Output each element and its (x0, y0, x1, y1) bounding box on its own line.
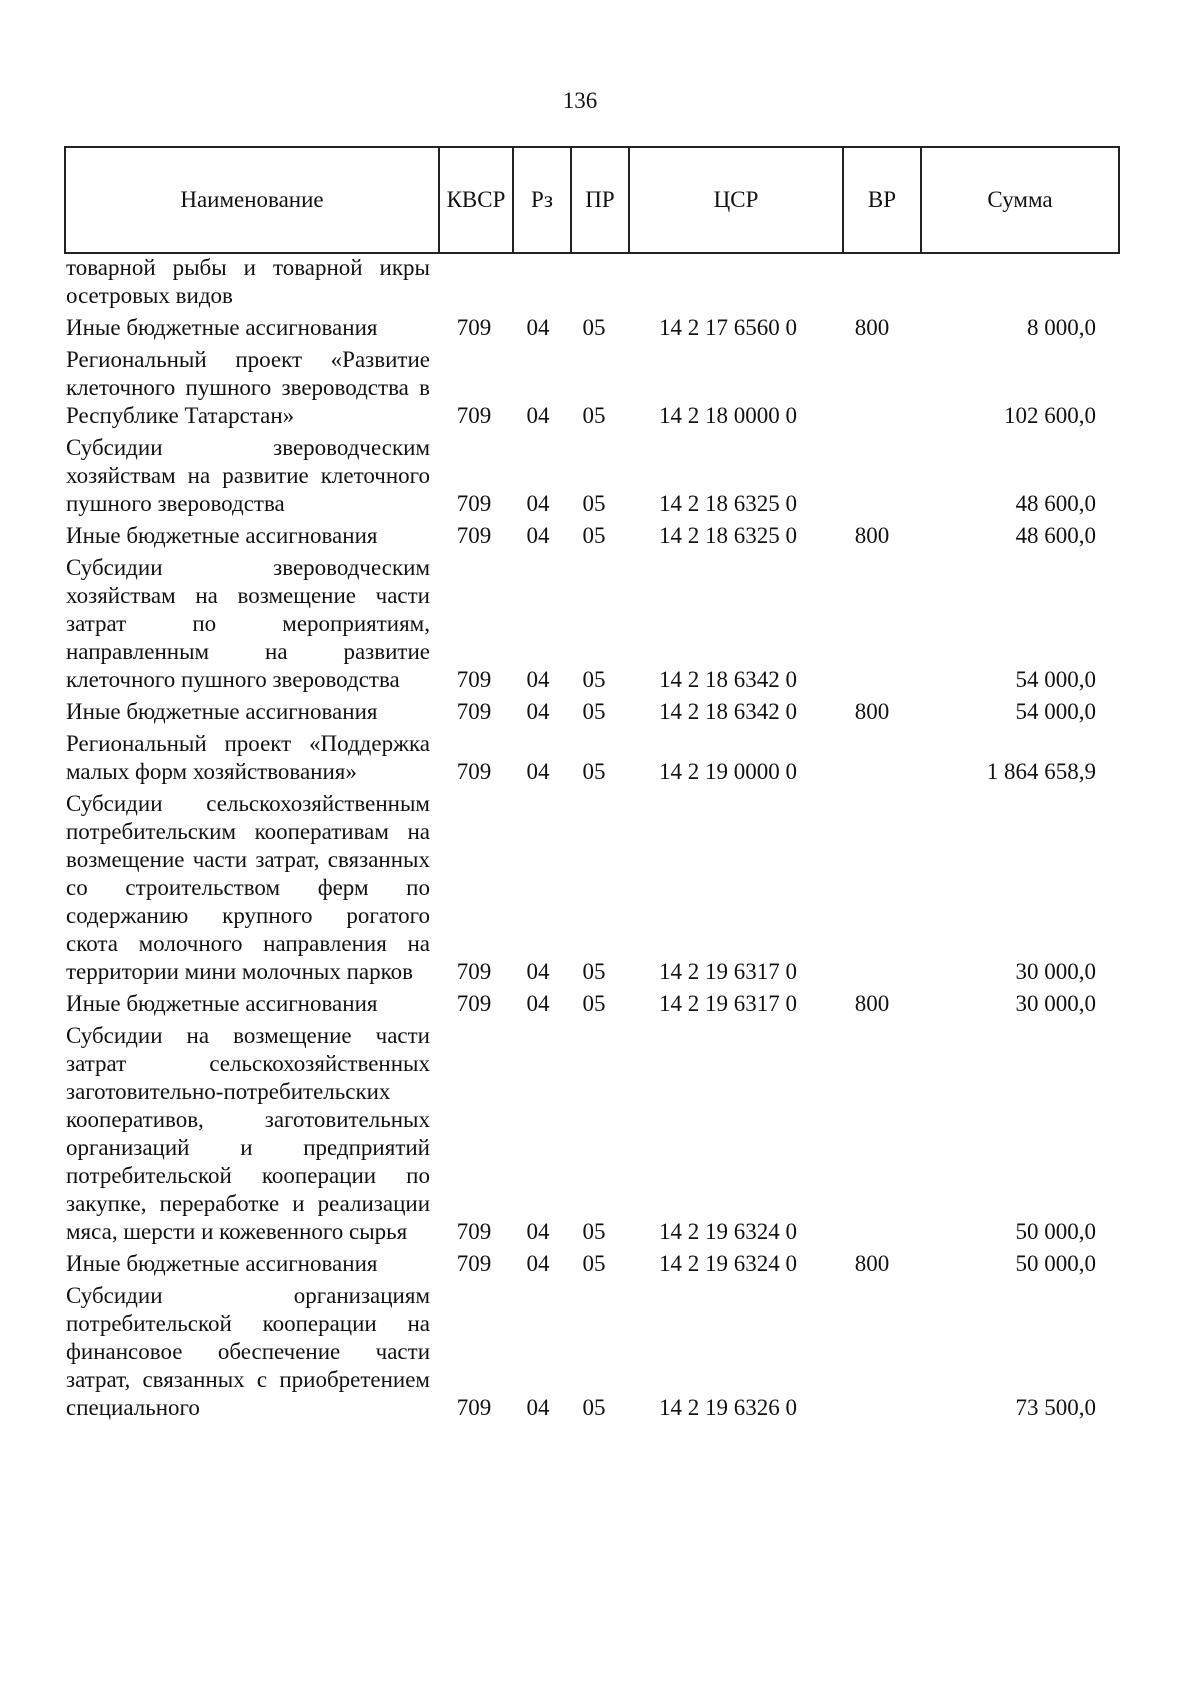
cell-rz: 04 (526, 1395, 550, 1420)
cell-name: Региональный проект «Развитие клеточного пушного звероводства в Республике Татарстан» (66, 347, 430, 428)
header-pr: ПР (571, 147, 629, 253)
cell-pr: 05 (582, 667, 606, 692)
header-vr: ВР (843, 147, 921, 253)
cell-sum: 30 000,0 (1015, 991, 1096, 1016)
cell-kvsr (438, 252, 510, 312)
cell-kvsr: 709 (456, 1251, 492, 1276)
cell-kvsr: 709 (456, 315, 492, 340)
cell-name: Иные бюджетные ассигнования (66, 991, 378, 1016)
table-row (66, 552, 1106, 696)
table-row (66, 520, 1106, 552)
cell-rz: 04 (526, 959, 550, 984)
header-sum: Сумма (921, 147, 1119, 253)
cell-vr (834, 1020, 910, 1248)
table-row (66, 344, 1106, 432)
table-row (66, 788, 1106, 988)
cell-rz: 04 (526, 403, 550, 428)
header-kvsr: КВСР (439, 147, 513, 253)
cell-rz: 04 (526, 699, 550, 724)
cell-rz: 04 (526, 315, 550, 340)
cell-sum: 50 000,0 (1015, 1251, 1096, 1276)
cell-vr (834, 552, 910, 696)
cell-rz: 04 (526, 523, 550, 548)
header-rz: Рз (513, 147, 571, 253)
cell-csr (622, 252, 834, 312)
cell-sum: 48 600,0 (1015, 491, 1096, 516)
cell-csr: 14 2 19 6317 0 (659, 991, 797, 1016)
cell-name: Субсидии звероводческим хозяйствам на возмещение части затрат по мероприятиям, направленным на развитие клеточного пушного звероводства (66, 555, 430, 692)
table-row (66, 312, 1106, 344)
cell-vr: 800 (854, 315, 890, 340)
table-row (66, 728, 1106, 788)
budget-table-body (66, 252, 1106, 1424)
cell-pr: 05 (582, 699, 606, 724)
table-row (66, 696, 1106, 728)
cell-rz: 04 (526, 1251, 550, 1276)
cell-sum: 102 600,0 (1004, 403, 1096, 428)
cell-pr: 05 (582, 315, 606, 340)
cell-rz: 04 (526, 759, 550, 784)
table-row (66, 1280, 1106, 1424)
cell-pr: 05 (582, 1219, 606, 1244)
cell-vr (834, 1280, 910, 1424)
table-row (66, 252, 1106, 312)
cell-vr (834, 728, 910, 788)
cell-csr: 14 2 19 6324 0 (659, 1219, 797, 1244)
cell-rz: 04 (526, 667, 550, 692)
cell-name: Региональный проект «Поддержка малых форм хозяйствования» (66, 731, 430, 784)
cell-vr: 800 (854, 1251, 890, 1276)
cell-name: Субсидии на возмещение части затрат сельскохозяйственных заготовительно-потребительских кооперативов, заготовительных организаций и предприятий потребительской кооперации по закупке, переработке и реализации мяса, шерсти и кожевенного сырья (66, 1023, 430, 1244)
cell-kvsr: 709 (456, 959, 492, 984)
cell-name: Иные бюджетные ассигнования (66, 699, 378, 724)
cell-kvsr: 709 (456, 991, 492, 1016)
cell-vr (834, 344, 910, 432)
table-header (64, 146, 1120, 254)
header-csr: ЦСР (629, 147, 843, 253)
cell-vr: 800 (854, 523, 890, 548)
cell-pr: 05 (582, 1395, 606, 1420)
cell-name: Иные бюджетные ассигнования (66, 315, 378, 340)
cell-pr: 05 (582, 403, 606, 428)
cell-pr: 05 (582, 491, 606, 516)
cell-vr: 800 (854, 699, 890, 724)
cell-kvsr: 709 (456, 759, 492, 784)
cell-name: Иные бюджетные ассигнования (66, 523, 378, 548)
cell-sum: 8 000,0 (1027, 315, 1096, 340)
cell-kvsr: 709 (456, 1219, 492, 1244)
cell-kvsr: 709 (456, 491, 492, 516)
cell-csr: 14 2 18 6325 0 (659, 523, 797, 548)
cell-csr: 14 2 18 0000 0 (659, 403, 797, 428)
header-row (65, 147, 1119, 253)
cell-rz: 04 (526, 491, 550, 516)
cell-kvsr: 709 (456, 1395, 492, 1420)
cell-sum: 54 000,0 (1015, 667, 1096, 692)
cell-csr: 14 2 17 6560 0 (659, 315, 797, 340)
cell-pr: 05 (582, 523, 606, 548)
cell-vr (834, 788, 910, 988)
cell-csr: 14 2 19 0000 0 (659, 759, 797, 784)
cell-sum: 50 000,0 (1015, 1219, 1096, 1244)
cell-name: Субсидии сельскохозяйственным потребительским кооперативам на возмещение части затрат, связанных со строительством ферм по содержанию крупного рогатого скота молочного направления на территории мини молочных парков (66, 791, 430, 984)
cell-pr (566, 252, 622, 312)
cell-csr: 14 2 18 6325 0 (659, 491, 797, 516)
cell-rz: 04 (526, 991, 550, 1016)
cell-kvsr: 709 (456, 403, 492, 428)
table-row (66, 1248, 1106, 1280)
page-number: 136 (562, 88, 598, 113)
header-name: Наименование (65, 147, 439, 253)
cell-csr: 14 2 19 6326 0 (659, 1395, 797, 1420)
table-row (66, 1020, 1106, 1248)
cell-csr: 14 2 18 6342 0 (659, 667, 797, 692)
cell-name: товарной рыбы и товарной икры осетровых видов (66, 255, 430, 308)
cell-rz (510, 252, 566, 312)
cell-vr: 800 (854, 991, 890, 1016)
cell-name: Иные бюджетные ассигнования (66, 1251, 378, 1276)
cell-pr: 05 (582, 1251, 606, 1276)
budget-table (66, 252, 1106, 1424)
cell-kvsr: 709 (456, 699, 492, 724)
cell-sum: 48 600,0 (1015, 523, 1096, 548)
cell-sum: 1 864 658,9 (986, 759, 1096, 784)
cell-csr: 14 2 19 6324 0 (659, 1251, 797, 1276)
cell-vr (834, 252, 910, 312)
cell-kvsr: 709 (456, 667, 492, 692)
cell-csr: 14 2 19 6317 0 (659, 959, 797, 984)
cell-sum: 54 000,0 (1015, 699, 1096, 724)
cell-sum: 73 500,0 (1015, 1395, 1096, 1420)
cell-name: Субсидии звероводческим хозяйствам на развитие клеточного пушного звероводства (66, 435, 430, 516)
cell-pr: 05 (582, 959, 606, 984)
cell-pr: 05 (582, 991, 606, 1016)
table-row (66, 988, 1106, 1020)
cell-vr (834, 432, 910, 520)
cell-pr: 05 (582, 759, 606, 784)
cell-rz: 04 (526, 1219, 550, 1244)
cell-kvsr: 709 (456, 523, 492, 548)
cell-sum (910, 252, 1106, 312)
table-row (66, 432, 1106, 520)
cell-csr: 14 2 18 6342 0 (659, 699, 797, 724)
cell-sum: 30 000,0 (1015, 959, 1096, 984)
cell-name: Субсидии организациям потребительской кооперации на финансовое обеспечение части затрат, связанных с приобретением специального (66, 1283, 430, 1420)
